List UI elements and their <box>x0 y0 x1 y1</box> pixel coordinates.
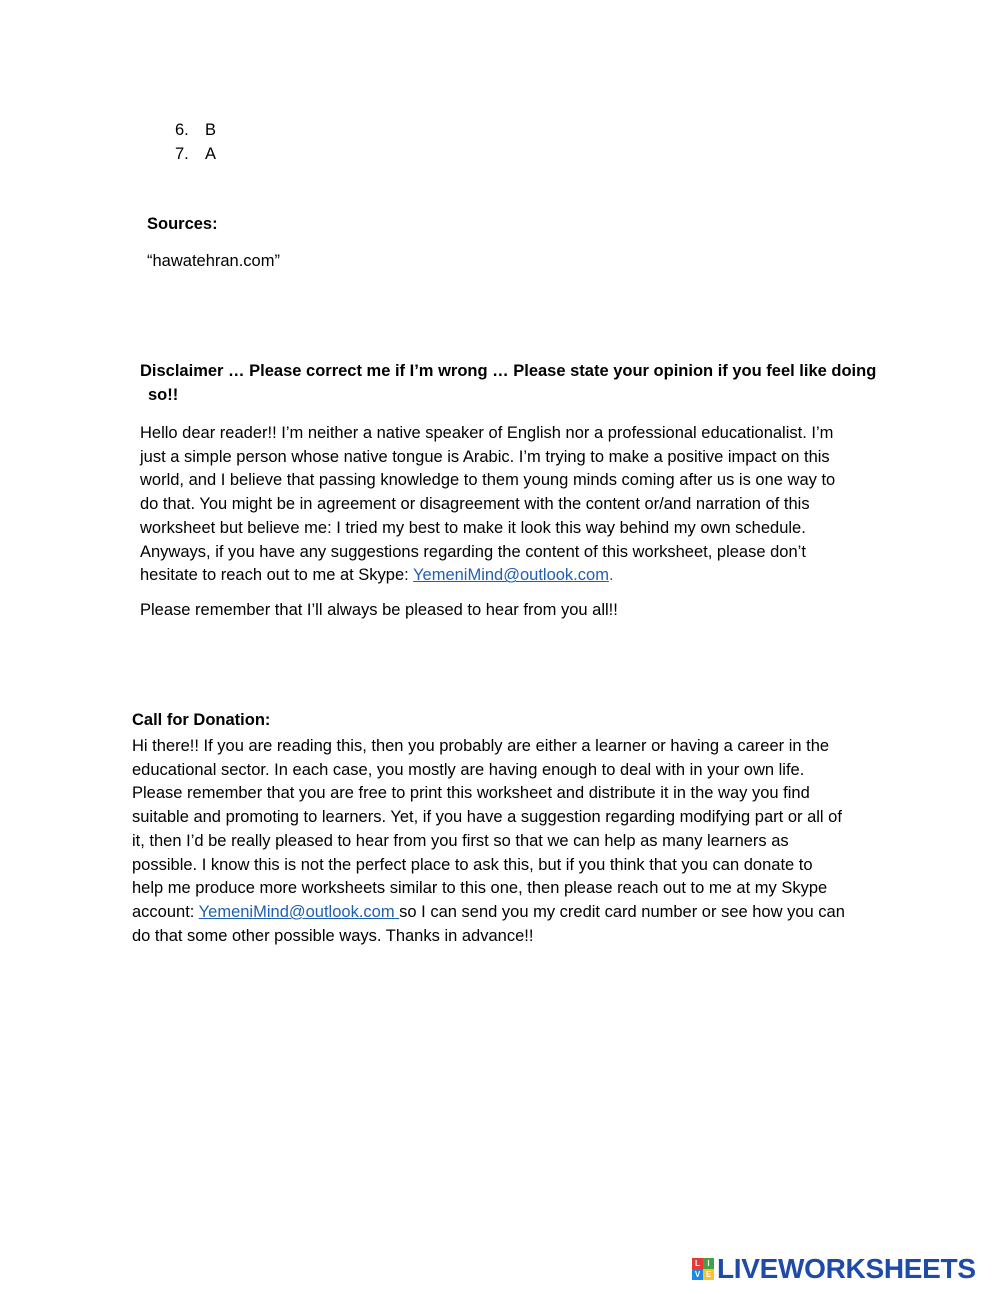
donation-line: suitable and promoting to learners. Yet, if you have a suggestion regarding modifying part or all of <box>132 808 842 827</box>
answer-list <box>175 118 216 166</box>
sources-heading: Sources: <box>147 215 218 233</box>
disclaimer-closing: Please remember that I’ll always be pleased to hear from you all!! <box>140 601 618 619</box>
badge-letter: L <box>692 1258 703 1269</box>
disclaimer-line: Hello dear reader!! I’m neither a native speaker of English nor a professional educationalist. I’m <box>140 424 834 442</box>
disclaimer-line: just a simple person whose native tongue is Arabic. I’m trying to make a positive impact on this <box>140 447 830 466</box>
donation-account-prefix: account: <box>132 902 199 921</box>
answer-letter: B <box>205 121 217 139</box>
donation-paragraph <box>132 735 845 948</box>
disclaimer-last-line <box>140 564 835 588</box>
disclaimer-last-prefix: hesitate to reach out to me at Skype: <box>140 566 414 585</box>
badge-letter: V <box>692 1269 703 1280</box>
donation-line: Hi there!! If you are reading this, then you probably are either a learner or having a career in the <box>132 737 830 755</box>
disclaimer-heading-line2: so!! <box>148 386 179 404</box>
logo-text: LIVEWORKSHEETS <box>717 1253 976 1284</box>
badge-letter: E <box>703 1269 714 1280</box>
donation-line: educational sector. In each case, you mostly are having enough to deal with in your own life. <box>132 760 805 779</box>
donation-line: Please remember that you are free to print this worksheet and distribute it in the way you find <box>132 784 810 803</box>
donation-email-link[interactable]: YemeniMind@outlook.com <box>198 902 400 921</box>
donation-line: help me produce more worksheets similar to this one, then please reach out to me at my Skype <box>132 879 828 898</box>
disclaimer-line: Anyways, if you have any suggestions regarding the content of this worksheet, please don’t <box>140 542 806 561</box>
sources-value: “hawatehran.com” <box>147 252 280 270</box>
answer-letter: A <box>205 145 217 163</box>
badge-letter: I <box>703 1258 714 1269</box>
donation-heading: Call for Donation: <box>132 711 271 729</box>
answer-number: 7. <box>175 145 189 163</box>
disclaimer-line: worksheet but believe me: I tried my best to make it look this way behind my own schedule. <box>140 518 806 537</box>
disclaimer-line: do that. You might be in agreement or disagreement with the content or/and narration of this <box>140 495 810 514</box>
disclaimer-line: world, and I believe that passing knowledge to them young minds coming after us is one way to <box>140 471 836 490</box>
disclaimer-email-link[interactable]: YemeniMind@outlook.com <box>413 566 609 585</box>
donation-account-suffix: so I can send you my credit card number or see how you can <box>399 902 845 921</box>
disclaimer-last-suffix: . <box>608 566 614 585</box>
answer-item <box>175 118 216 142</box>
donation-line: possible. I know this is not the perfect place to ask this, but if you think that you can donate to <box>132 855 813 874</box>
liveworksheets-logo <box>692 1254 976 1284</box>
disclaimer-heading-line1: Disclaimer … Please correct me if I’m wrong … Please state your opinion if you feel like doing <box>140 362 877 380</box>
answer-number: 6. <box>175 121 189 139</box>
logo-badge-icon <box>692 1258 714 1280</box>
donation-final-line: do that some other possible ways. Thanks in advance!! <box>132 926 534 945</box>
disclaimer-paragraph <box>140 422 835 588</box>
donation-account-line <box>132 901 845 925</box>
answer-item <box>175 142 216 166</box>
donation-line: it, then I’d be really pleased to hear from you first so that we can help as many learners as <box>132 831 789 850</box>
